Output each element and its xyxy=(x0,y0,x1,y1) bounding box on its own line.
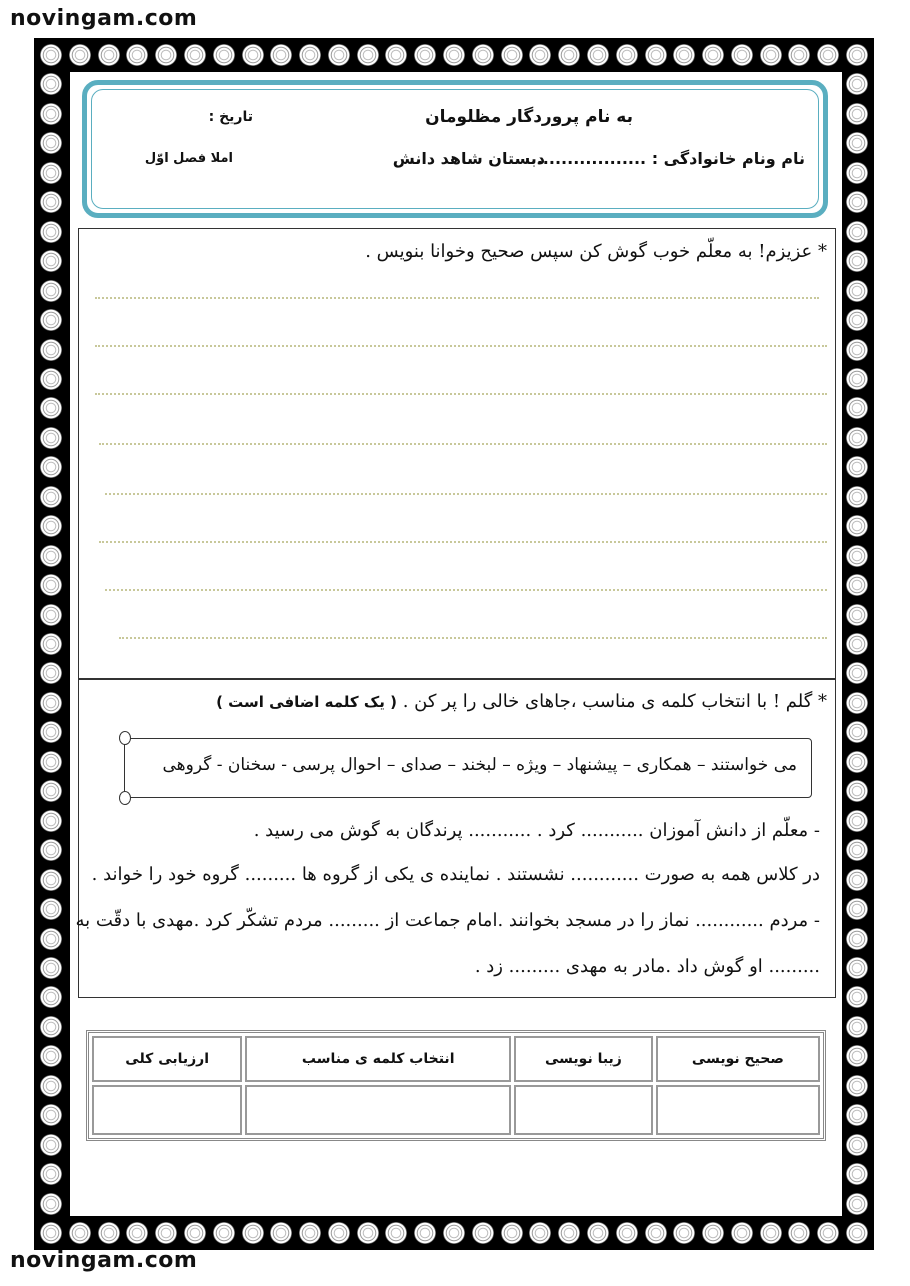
grade-col-correct-writing: صحیح نویسی xyxy=(656,1036,820,1082)
border-flower-icon xyxy=(760,1222,782,1244)
border-flower-icon xyxy=(98,1222,120,1244)
grade-cell xyxy=(656,1085,820,1135)
border-flower-icon xyxy=(846,957,868,979)
border-flower-icon xyxy=(40,280,62,302)
border-flower-icon xyxy=(788,1222,810,1244)
border-flower-icon xyxy=(846,162,868,184)
border-flower-icon xyxy=(40,898,62,920)
border-flower-icon xyxy=(40,1104,62,1126)
border-flower-icon xyxy=(529,1222,551,1244)
border-flower-icon xyxy=(846,928,868,950)
border-flower-icon xyxy=(846,309,868,331)
border-flower-icon xyxy=(155,44,177,66)
border-flower-icon xyxy=(846,280,868,302)
border-flower-icon xyxy=(184,44,206,66)
border-flower-icon xyxy=(40,1134,62,1156)
border-flower-icon xyxy=(40,1163,62,1185)
border-flower-icon xyxy=(40,132,62,154)
border-flower-icon xyxy=(846,751,868,773)
border-flower-icon xyxy=(760,44,782,66)
border-flower-icon xyxy=(40,191,62,213)
border-flower-icon xyxy=(846,339,868,361)
border-flower-icon xyxy=(817,1222,839,1244)
border-flower-icon xyxy=(299,1222,321,1244)
border-flower-icon xyxy=(385,1222,407,1244)
border-flower-icon xyxy=(846,191,868,213)
border-flower-icon xyxy=(40,839,62,861)
border-flower-icon xyxy=(846,1193,868,1215)
border-flower-icon xyxy=(472,44,494,66)
grade-cell xyxy=(245,1085,511,1135)
subject-label: املا فصل اوّل xyxy=(144,151,233,166)
border-flower-icon xyxy=(40,1075,62,1097)
border-flower-icon xyxy=(40,1016,62,1038)
border-flower-icon xyxy=(40,103,62,125)
border-flower-icon xyxy=(558,1222,580,1244)
border-flower-icon xyxy=(846,1075,868,1097)
border-flower-icon xyxy=(184,1222,206,1244)
header-box xyxy=(82,80,828,218)
border-flower-icon xyxy=(414,1222,436,1244)
border-flower-icon xyxy=(529,44,551,66)
sentence-line-4: ......... او گوش داد .مادر به مهدی ......... زد . xyxy=(474,956,820,977)
border-flower-icon xyxy=(846,368,868,390)
grade-cell xyxy=(514,1085,653,1135)
border-flower-icon xyxy=(40,574,62,596)
border-flower-icon xyxy=(40,780,62,802)
border-flower-icon xyxy=(846,250,868,272)
border-flower-icon xyxy=(414,44,436,66)
border-flower-icon xyxy=(385,44,407,66)
border-flower-icon xyxy=(213,44,235,66)
border-flower-icon xyxy=(846,1222,868,1244)
border-flower-icon xyxy=(40,368,62,390)
border-flower-icon xyxy=(846,397,868,419)
border-flower-icon xyxy=(126,1222,148,1244)
border-flower-icon xyxy=(788,44,810,66)
border-flower-icon xyxy=(846,810,868,832)
border-flower-icon xyxy=(40,486,62,508)
border-flower-icon xyxy=(357,44,379,66)
border-flower-icon xyxy=(328,1222,350,1244)
border-flower-icon xyxy=(846,486,868,508)
border-flower-icon xyxy=(40,810,62,832)
word-bank-scroll xyxy=(124,738,812,798)
border-flower-icon xyxy=(846,633,868,655)
border-flower-icon xyxy=(40,456,62,478)
border-flower-icon xyxy=(40,309,62,331)
border-flower-icon xyxy=(443,1222,465,1244)
grade-col-handwriting: زیبا نویسی xyxy=(514,1036,653,1082)
border-flower-icon xyxy=(155,1222,177,1244)
border-flower-icon xyxy=(472,1222,494,1244)
border-flower-icon xyxy=(645,1222,667,1244)
border-flower-icon xyxy=(731,44,753,66)
sentence-line-2: در کلاس همه به صورت ............ نشستند . نماینده ی یکی از گروه ها ......... گروه خود را خواند . xyxy=(91,864,820,885)
border-flower-icon xyxy=(846,692,868,714)
border-flower-icon xyxy=(817,44,839,66)
border-flower-icon xyxy=(846,898,868,920)
border-flower-icon xyxy=(846,986,868,1008)
border-flower-icon xyxy=(501,1222,523,1244)
border-flower-icon xyxy=(40,928,62,950)
border-flower-icon xyxy=(40,44,62,66)
border-flower-icon xyxy=(616,44,638,66)
border-flower-icon xyxy=(40,662,62,684)
border-flower-icon xyxy=(846,73,868,95)
border-flower-icon xyxy=(846,574,868,596)
grade-col-overall: ارزیابی کلی xyxy=(92,1036,242,1082)
border-flower-icon xyxy=(40,1222,62,1244)
border-flower-icon xyxy=(40,751,62,773)
border-flower-icon xyxy=(846,662,868,684)
border-flower-icon xyxy=(40,604,62,626)
border-flower-icon xyxy=(40,221,62,243)
border-flower-icon xyxy=(846,1104,868,1126)
sentence-line-3: - مردم ............ نماز را در مسجد بخوانند .امام جماعت از ......... مردم تشکّر کرد .مهدی با دقّت به xyxy=(75,910,820,931)
border-flower-icon xyxy=(673,1222,695,1244)
border-flower-icon xyxy=(846,604,868,626)
border-flower-icon xyxy=(846,221,868,243)
border-flower-icon xyxy=(645,44,667,66)
border-flower-icon xyxy=(443,44,465,66)
border-flower-icon xyxy=(40,162,62,184)
border-flower-icon xyxy=(40,957,62,979)
border-flower-icon xyxy=(126,44,148,66)
border-flower-icon xyxy=(40,633,62,655)
border-flower-icon xyxy=(702,1222,724,1244)
border-flower-icon xyxy=(501,44,523,66)
border-flower-icon xyxy=(40,427,62,449)
sentence-line-1: - معلّم از دانش آموزان ........... کرد . ........... پرندگان به گوش می رسید . xyxy=(253,820,820,841)
grade-col-word-choice: انتخاب کلمه ی مناسب xyxy=(245,1036,511,1082)
border-flower-icon xyxy=(846,132,868,154)
border-flower-icon xyxy=(213,1222,235,1244)
border-flower-icon xyxy=(270,1222,292,1244)
border-flower-icon xyxy=(40,397,62,419)
border-flower-icon xyxy=(69,1222,91,1244)
border-flower-icon xyxy=(40,869,62,891)
border-flower-icon xyxy=(846,869,868,891)
border-flower-icon xyxy=(40,339,62,361)
border-flower-icon xyxy=(40,986,62,1008)
border-flower-icon xyxy=(40,73,62,95)
name-label: نام ونام خانوادگی : .................. xyxy=(536,149,805,168)
border-flower-icon xyxy=(702,44,724,66)
border-flower-icon xyxy=(40,721,62,743)
border-flower-icon xyxy=(846,780,868,802)
border-flower-icon xyxy=(69,44,91,66)
dictation-section xyxy=(78,228,836,680)
school-name: دبستان شاهد دانش xyxy=(392,149,545,168)
border-flower-icon xyxy=(299,44,321,66)
border-flower-icon xyxy=(242,1222,264,1244)
header-title: به نام پروردگار مظلومان xyxy=(425,107,633,127)
border-flower-icon xyxy=(40,692,62,714)
dictation-instruction: * عزیزم! به معلّم خوب گوش کن سپس صحیح وخوانا بنویس . xyxy=(365,241,827,262)
border-flower-icon xyxy=(40,1193,62,1215)
border-flower-icon xyxy=(846,721,868,743)
border-flower-icon xyxy=(846,515,868,537)
border-flower-icon xyxy=(40,250,62,272)
fill-blank-instruction: * گلم ! با انتخاب کلمه ی مناسب ،جاهای خالی را پر کن . ( یک کلمه اضافی است ) xyxy=(216,691,827,712)
border-flower-icon xyxy=(846,545,868,567)
date-label: تاریخ : xyxy=(208,109,253,125)
watermark-bottom: novingam.com xyxy=(10,1248,198,1273)
border-flower-icon xyxy=(40,545,62,567)
border-flower-icon xyxy=(40,515,62,537)
border-flower-icon xyxy=(357,1222,379,1244)
border-flower-icon xyxy=(846,427,868,449)
border-flower-icon xyxy=(270,44,292,66)
border-flower-icon xyxy=(98,44,120,66)
border-flower-icon xyxy=(242,44,264,66)
border-flower-icon xyxy=(558,44,580,66)
border-flower-icon xyxy=(846,1134,868,1156)
border-flower-icon xyxy=(731,1222,753,1244)
border-flower-icon xyxy=(587,1222,609,1244)
watermark-top: novingam.com xyxy=(10,6,198,31)
border-flower-icon xyxy=(846,456,868,478)
border-flower-icon xyxy=(846,839,868,861)
border-flower-icon xyxy=(846,1016,868,1038)
grade-cell xyxy=(92,1085,242,1135)
border-flower-icon xyxy=(616,1222,638,1244)
border-flower-icon xyxy=(846,1045,868,1067)
grading-table xyxy=(86,1030,826,1141)
extra-word-note: ( یک کلمه اضافی است ) xyxy=(216,693,397,711)
border-flower-icon xyxy=(328,44,350,66)
border-flower-icon xyxy=(673,44,695,66)
border-flower-icon xyxy=(846,44,868,66)
word-bank: می خواستند – همکاری – پیشنهاد – ویژه – لبخند – صدای – احوال پرسی - سخنان - گروهی xyxy=(162,755,797,775)
border-flower-icon xyxy=(40,1045,62,1067)
border-flower-icon xyxy=(846,103,868,125)
border-flower-icon xyxy=(846,1163,868,1185)
border-flower-icon xyxy=(587,44,609,66)
